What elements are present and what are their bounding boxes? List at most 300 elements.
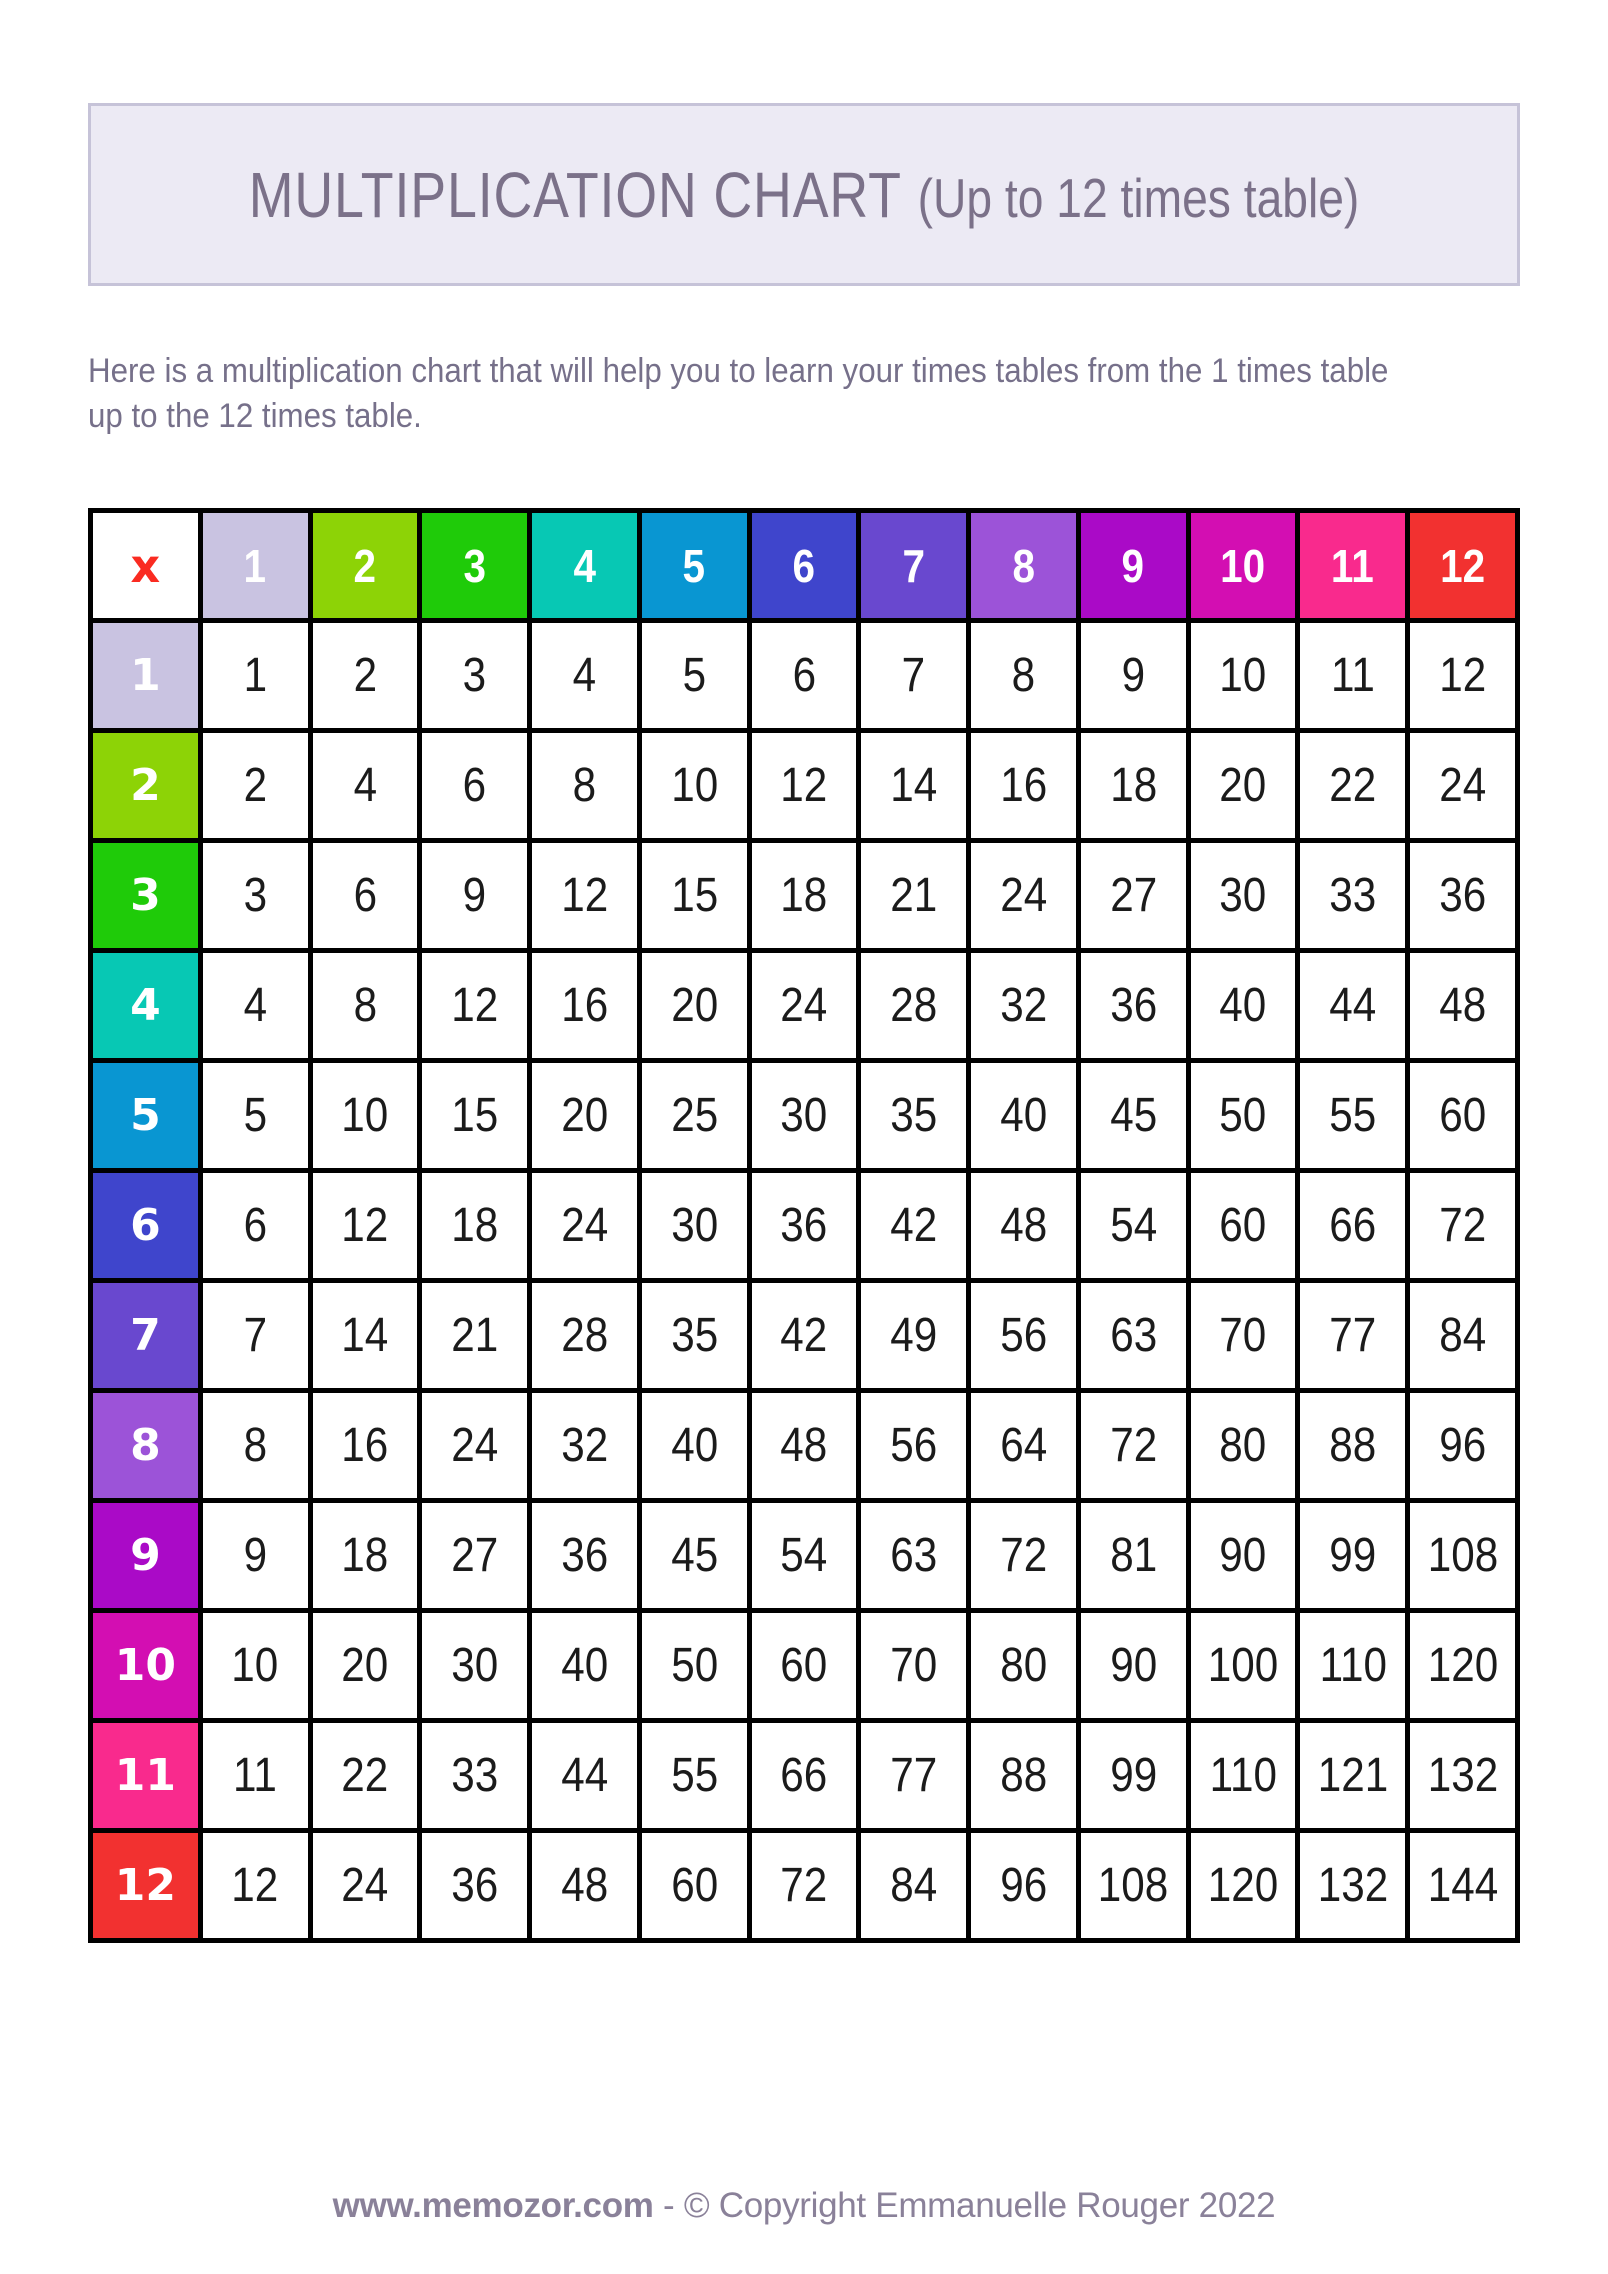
product-value: 12 — [780, 759, 828, 812]
product-value: 5 — [682, 649, 706, 702]
product-cell — [1078, 1611, 1188, 1721]
product-value: 9 — [462, 869, 487, 922]
copyright-text: © Copyright Emmanuelle Rouger 2022 — [683, 2186, 1276, 2225]
product-cell — [310, 1061, 420, 1171]
row-header-10 — [91, 1611, 201, 1721]
product-cell — [310, 1281, 420, 1391]
page-title-sub: (Up to 12 times table) — [917, 166, 1360, 229]
product-cell — [1188, 1501, 1298, 1611]
product-cell — [200, 1281, 310, 1391]
product-cell — [859, 1721, 969, 1831]
product-cell — [749, 841, 859, 951]
product-value: 45 — [670, 1529, 718, 1582]
product-value: 110 — [1319, 1639, 1387, 1692]
product-cell — [310, 1391, 420, 1501]
product-value: 24 — [560, 1199, 608, 1252]
row-header-label: 9 — [130, 1530, 161, 1581]
column-header-label: 1 — [243, 539, 267, 592]
row-header-label: 4 — [130, 980, 161, 1031]
product-cell — [639, 1611, 749, 1721]
product-cell — [859, 951, 969, 1061]
product-value: 36 — [451, 1859, 499, 1912]
product-value: 40 — [1219, 979, 1267, 1032]
product-cell — [969, 621, 1079, 731]
product-cell — [1078, 1721, 1188, 1831]
product-value: 77 — [890, 1749, 938, 1802]
product-cell — [859, 621, 969, 731]
product-cell — [200, 1391, 310, 1501]
product-cell — [859, 1281, 969, 1391]
product-cell — [1078, 1501, 1188, 1611]
product-value: 33 — [1329, 869, 1377, 922]
row-header-8 — [91, 1391, 201, 1501]
row-header-3 — [91, 841, 201, 951]
product-value: 42 — [780, 1309, 828, 1362]
product-value: 20 — [1219, 759, 1267, 812]
product-cell — [1078, 1061, 1188, 1171]
product-cell — [859, 841, 969, 951]
product-value: 16 — [560, 979, 608, 1032]
column-header-label: 11 — [1331, 539, 1375, 592]
row-header-1 — [91, 621, 201, 731]
product-cell — [1188, 1281, 1298, 1391]
product-cell — [969, 951, 1079, 1061]
product-cell — [1408, 1391, 1518, 1501]
product-value: 12 — [560, 869, 608, 922]
product-cell — [200, 1721, 310, 1831]
footer — [0, 2186, 1608, 2226]
product-value: 15 — [451, 1089, 499, 1142]
table-row-8 — [91, 1391, 1518, 1501]
product-cell — [749, 731, 859, 841]
product-value: 27 — [451, 1529, 499, 1582]
product-value: 20 — [670, 979, 718, 1032]
product-value: 18 — [341, 1529, 389, 1582]
product-cell — [530, 1831, 640, 1941]
table-row-3 — [91, 841, 1518, 951]
product-value: 36 — [1109, 979, 1157, 1032]
product-value: 99 — [1329, 1529, 1377, 1582]
product-value: 6 — [792, 649, 816, 702]
product-value: 144 — [1427, 1859, 1498, 1912]
product-cell — [420, 841, 530, 951]
product-value: 11 — [1330, 649, 1375, 702]
product-value: 50 — [1219, 1089, 1267, 1142]
product-cell — [200, 1831, 310, 1941]
product-cell — [859, 1391, 969, 1501]
product-value: 36 — [780, 1199, 828, 1252]
column-header-11 — [1298, 511, 1408, 621]
row-header-label: 5 — [130, 1090, 161, 1141]
product-value: 4 — [243, 979, 267, 1032]
product-cell — [530, 1611, 640, 1721]
product-cell — [200, 1061, 310, 1171]
product-value: 60 — [780, 1639, 828, 1692]
product-value: 64 — [1000, 1419, 1047, 1472]
product-value: 70 — [890, 1639, 938, 1692]
product-cell — [1408, 1831, 1518, 1941]
product-cell — [639, 1281, 749, 1391]
product-value: 35 — [670, 1309, 718, 1362]
product-cell — [1408, 1721, 1518, 1831]
product-value: 3 — [462, 649, 487, 702]
product-cell — [969, 1061, 1079, 1171]
product-value: 28 — [560, 1309, 608, 1362]
product-value: 14 — [341, 1309, 389, 1362]
row-header-4 — [91, 951, 201, 1061]
product-value: 20 — [341, 1639, 389, 1692]
product-cell — [1188, 951, 1298, 1061]
product-cell — [420, 621, 530, 731]
product-value: 72 — [1000, 1529, 1047, 1582]
column-header-label: 10 — [1220, 539, 1266, 592]
header-row — [91, 511, 1518, 621]
product-cell — [1298, 1831, 1408, 1941]
product-value: 33 — [451, 1749, 499, 1802]
product-cell — [749, 1061, 859, 1171]
row-header-label: 8 — [130, 1420, 161, 1471]
product-cell — [969, 1611, 1079, 1721]
product-value: 10 — [1219, 649, 1267, 702]
product-cell — [420, 1501, 530, 1611]
product-cell — [530, 731, 640, 841]
product-cell — [1408, 1171, 1518, 1281]
multiplication-table — [88, 508, 1520, 1943]
product-value: 30 — [1219, 869, 1267, 922]
product-cell — [1408, 731, 1518, 841]
product-cell — [1078, 951, 1188, 1061]
product-cell — [1188, 621, 1298, 731]
product-value: 90 — [1109, 1639, 1157, 1692]
product-cell — [310, 1721, 420, 1831]
table-row-7 — [91, 1281, 1518, 1391]
column-header-label: 5 — [682, 539, 706, 592]
product-cell — [969, 1281, 1079, 1391]
row-header-label: 11 — [114, 1750, 176, 1801]
product-cell — [1298, 1281, 1408, 1391]
page-title-main: MULTIPLICATION CHART — [248, 158, 902, 231]
product-value: 70 — [1219, 1309, 1267, 1362]
corner-cell — [91, 511, 201, 621]
product-cell — [530, 621, 640, 731]
table-row-4 — [91, 951, 1518, 1061]
product-value: 55 — [670, 1749, 718, 1802]
product-cell — [1188, 1391, 1298, 1501]
product-value: 25 — [670, 1089, 718, 1142]
product-value: 35 — [890, 1089, 938, 1142]
product-value: 72 — [780, 1859, 828, 1912]
product-cell — [749, 1721, 859, 1831]
product-cell — [859, 1171, 969, 1281]
product-cell — [749, 951, 859, 1061]
column-header-label: 2 — [353, 539, 377, 592]
product-cell — [749, 1501, 859, 1611]
product-value: 84 — [1439, 1309, 1487, 1362]
product-cell — [530, 841, 640, 951]
product-value: 12 — [231, 1859, 279, 1912]
product-value: 3 — [243, 869, 267, 922]
product-value: 2 — [243, 759, 267, 812]
column-header-3 — [420, 511, 530, 621]
product-value: 90 — [1219, 1529, 1267, 1582]
product-value: 40 — [670, 1419, 718, 1472]
product-cell — [859, 1501, 969, 1611]
product-value: 66 — [780, 1749, 828, 1802]
row-header-7 — [91, 1281, 201, 1391]
column-header-9 — [1078, 511, 1188, 621]
product-value: 18 — [780, 869, 828, 922]
product-value: 44 — [1329, 979, 1377, 1032]
product-value: 108 — [1098, 1859, 1169, 1912]
product-cell — [1188, 1611, 1298, 1721]
product-cell — [310, 1171, 420, 1281]
product-cell — [420, 1171, 530, 1281]
product-cell — [530, 1721, 640, 1831]
product-value: 14 — [890, 759, 938, 812]
column-header-8 — [969, 511, 1079, 621]
product-value: 84 — [890, 1859, 938, 1912]
column-header-10 — [1188, 511, 1298, 621]
product-cell — [1408, 1281, 1518, 1391]
product-value: 7 — [243, 1309, 267, 1362]
page-title — [249, 158, 1360, 232]
table-row-10 — [91, 1611, 1518, 1721]
product-cell — [1298, 621, 1408, 731]
product-value: 48 — [780, 1419, 828, 1472]
product-value: 121 — [1317, 1749, 1389, 1802]
product-value: 32 — [1000, 979, 1047, 1032]
product-cell — [1078, 1171, 1188, 1281]
product-cell — [200, 731, 310, 841]
product-cell — [200, 621, 310, 731]
column-header-label: 8 — [1012, 539, 1035, 592]
product-cell — [969, 731, 1079, 841]
product-cell — [859, 731, 969, 841]
product-value: 12 — [1439, 649, 1487, 702]
product-value: 60 — [1439, 1089, 1487, 1142]
product-cell — [1408, 1611, 1518, 1721]
column-header-12 — [1408, 511, 1518, 621]
product-value: 96 — [1439, 1419, 1487, 1472]
product-value: 54 — [780, 1529, 828, 1582]
product-cell — [530, 951, 640, 1061]
product-value: 16 — [341, 1419, 389, 1472]
footer-separator: - — [653, 2186, 684, 2225]
product-value: 21 — [451, 1309, 499, 1362]
product-value: 54 — [1109, 1199, 1157, 1252]
product-cell — [420, 731, 530, 841]
product-value: 20 — [560, 1089, 608, 1142]
product-cell — [969, 1501, 1079, 1611]
product-value: 18 — [451, 1199, 499, 1252]
product-cell — [969, 1721, 1079, 1831]
product-cell — [200, 1501, 310, 1611]
row-header-label: 12 — [114, 1860, 176, 1911]
product-value: 36 — [560, 1529, 608, 1582]
product-cell — [310, 621, 420, 731]
product-value: 8 — [243, 1419, 267, 1472]
product-value: 60 — [1219, 1199, 1267, 1252]
product-value: 44 — [560, 1749, 608, 1802]
product-value: 32 — [560, 1419, 608, 1472]
product-cell — [310, 951, 420, 1061]
row-header-label: 2 — [130, 760, 161, 811]
product-value: 24 — [451, 1419, 499, 1472]
intro-line-2: up to the 12 times table. — [88, 397, 422, 435]
product-value: 63 — [890, 1529, 938, 1582]
product-cell — [749, 1281, 859, 1391]
product-value: 24 — [341, 1859, 389, 1912]
product-value: 45 — [1109, 1089, 1157, 1142]
product-cell — [1298, 1061, 1408, 1171]
product-value: 99 — [1109, 1749, 1157, 1802]
product-value: 96 — [1000, 1859, 1047, 1912]
product-value: 77 — [1329, 1309, 1377, 1362]
product-cell — [420, 1061, 530, 1171]
product-value: 8 — [1011, 649, 1036, 702]
product-cell — [1298, 841, 1408, 951]
product-value: 6 — [462, 759, 487, 812]
product-cell — [639, 1391, 749, 1501]
product-cell — [420, 1281, 530, 1391]
column-header-6 — [749, 511, 859, 621]
product-cell — [1298, 951, 1408, 1061]
product-cell — [969, 1171, 1079, 1281]
product-value: 8 — [572, 759, 597, 812]
table-row-11 — [91, 1721, 1518, 1831]
product-cell — [1298, 1391, 1408, 1501]
product-value: 6 — [243, 1199, 267, 1252]
row-header-label: 6 — [130, 1200, 161, 1251]
column-header-label: 9 — [1122, 539, 1145, 592]
product-cell — [310, 731, 420, 841]
product-value: 24 — [780, 979, 828, 1032]
intro-text — [88, 349, 1578, 439]
row-header-6 — [91, 1171, 201, 1281]
product-value: 132 — [1317, 1859, 1389, 1912]
product-cell — [639, 1501, 749, 1611]
product-value: 28 — [890, 979, 938, 1032]
product-cell — [749, 621, 859, 731]
product-cell — [749, 1391, 859, 1501]
product-cell — [530, 1061, 640, 1171]
product-value: 10 — [341, 1089, 389, 1142]
product-cell — [639, 1721, 749, 1831]
product-value: 48 — [1439, 979, 1487, 1032]
column-header-5 — [639, 511, 749, 621]
table-body — [91, 621, 1518, 1941]
product-value: 48 — [560, 1859, 608, 1912]
product-value: 9 — [1121, 649, 1146, 702]
product-value: 24 — [1000, 869, 1047, 922]
product-cell — [1188, 1721, 1298, 1831]
product-value: 22 — [341, 1749, 389, 1802]
product-value: 9 — [243, 1529, 267, 1582]
product-value: 55 — [1329, 1089, 1377, 1142]
product-value: 30 — [451, 1639, 499, 1692]
product-value: 100 — [1207, 1639, 1279, 1692]
product-cell — [420, 1391, 530, 1501]
product-cell — [1298, 1721, 1408, 1831]
product-value: 81 — [1109, 1529, 1157, 1582]
product-value: 42 — [890, 1199, 938, 1252]
product-value: 27 — [1109, 869, 1157, 922]
table-row-5 — [91, 1061, 1518, 1171]
product-value: 88 — [1329, 1419, 1377, 1472]
product-value: 60 — [670, 1859, 718, 1912]
product-cell — [1408, 951, 1518, 1061]
product-value: 5 — [243, 1089, 267, 1142]
product-value: 24 — [1439, 759, 1487, 812]
column-header-label: 7 — [902, 539, 925, 592]
column-header-label: 4 — [573, 539, 596, 592]
product-value: 40 — [560, 1639, 608, 1692]
product-cell — [1078, 1391, 1188, 1501]
product-cell — [310, 1831, 420, 1941]
row-header-12 — [91, 1831, 201, 1941]
product-cell — [1078, 841, 1188, 951]
product-cell — [859, 1061, 969, 1171]
product-value: 1 — [243, 649, 267, 702]
product-cell — [200, 841, 310, 951]
row-header-11 — [91, 1721, 201, 1831]
product-cell — [749, 1171, 859, 1281]
product-value: 63 — [1109, 1309, 1157, 1362]
product-cell — [1078, 621, 1188, 731]
product-cell — [530, 1281, 640, 1391]
product-cell — [420, 951, 530, 1061]
table-row-12 — [91, 1831, 1518, 1941]
product-cell — [639, 1831, 749, 1941]
product-cell — [749, 1831, 859, 1941]
product-cell — [969, 1391, 1079, 1501]
product-cell — [1188, 731, 1298, 841]
column-header-label: 12 — [1440, 539, 1486, 592]
table-row-9 — [91, 1501, 1518, 1611]
product-cell — [639, 951, 749, 1061]
product-cell — [1408, 841, 1518, 951]
product-cell — [1188, 1171, 1298, 1281]
product-value: 72 — [1109, 1419, 1157, 1472]
product-value: 120 — [1427, 1639, 1498, 1692]
product-cell — [639, 1061, 749, 1171]
product-value: 56 — [1000, 1309, 1047, 1362]
product-cell — [200, 1171, 310, 1281]
column-header-label: 6 — [792, 539, 816, 592]
site-url: www.memozor.com — [332, 2186, 654, 2225]
product-cell — [1078, 731, 1188, 841]
product-value: 40 — [1000, 1089, 1047, 1142]
product-cell — [530, 1171, 640, 1281]
product-cell — [1188, 1831, 1298, 1941]
product-value: 2 — [353, 649, 377, 702]
product-value: 80 — [1219, 1419, 1267, 1472]
product-cell — [310, 1501, 420, 1611]
product-cell — [1188, 1061, 1298, 1171]
product-cell — [1408, 621, 1518, 731]
product-value: 30 — [780, 1089, 828, 1142]
product-value: 7 — [901, 649, 926, 702]
product-value: 16 — [1000, 759, 1047, 812]
product-value: 6 — [353, 869, 377, 922]
row-header-label: 10 — [114, 1640, 176, 1691]
product-cell — [1078, 1831, 1188, 1941]
product-value: 10 — [670, 759, 718, 812]
product-cell — [420, 1831, 530, 1941]
product-cell — [639, 731, 749, 841]
product-value: 21 — [890, 869, 938, 922]
product-value: 72 — [1439, 1199, 1487, 1252]
